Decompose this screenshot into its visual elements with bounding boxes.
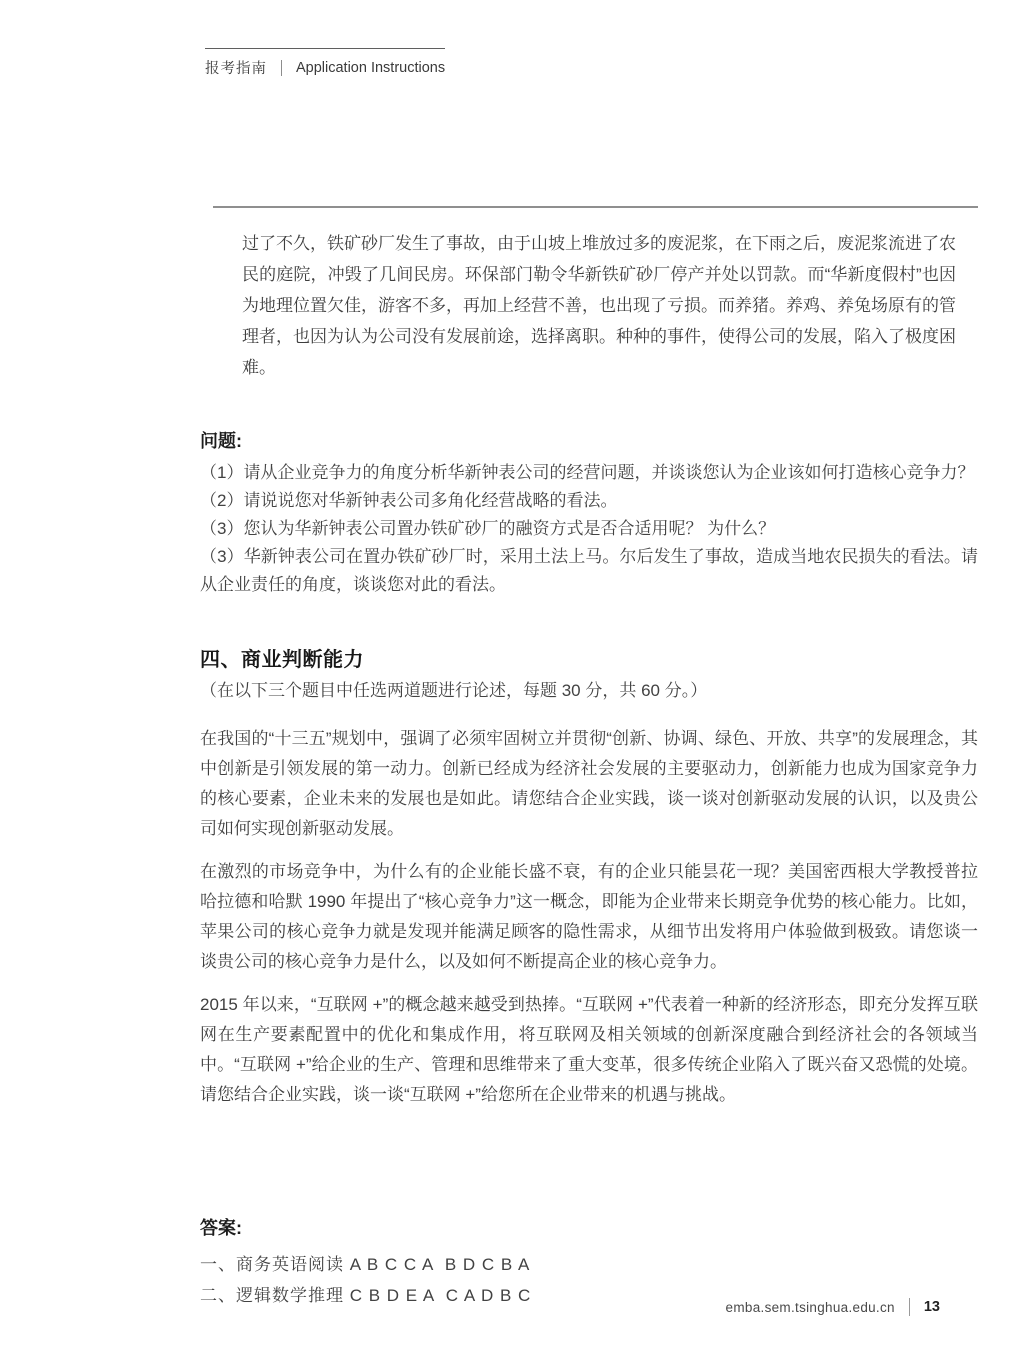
answer-item: 二、逻辑数学推理 C B D E A C A D B C: [200, 1286, 532, 1305]
page-header-tab: [205, 48, 445, 78]
header-title-cn: 报考指南: [205, 61, 267, 77]
questions-title: 问题:: [200, 431, 242, 451]
question-item: （1）请从企业竞争力的角度分析华新钟表公司的经营问题，并谈谈您认为企业该如何打造核心竞争力？: [200, 463, 975, 482]
body-paragraph: 在我国的“十三五”规划中，强调了必须牢固树立并贯彻“创新、协调、绿色、开放、共享”的发展理念，其中创新是引领发展的第一动力。创新已经成为经济社会发展的主要驱动力，创新能力也成为国家竞争力的核心要素，企业未来的发展也是如此。请您结合企业实践，谈一谈对创新驱动发展的认识，以及贵公司如何实现创新驱动发展。: [200, 729, 978, 838]
page-footer: [726, 1298, 940, 1316]
header-divider: [281, 60, 282, 76]
question-item: （3）华新钟表公司在置办铁矿砂厂时，采用土法上马。尔后发生了事故，造成当地农民损失的看法。请从企业责任的角度，谈谈您对此的看法。: [200, 547, 978, 594]
questions-list: [200, 459, 978, 599]
page-number: 13: [923, 1299, 940, 1315]
question-item: （2）请说说您对华新钟表公司多角化经营战略的看法。: [200, 491, 618, 510]
header-title-en: Application Instructions: [296, 59, 446, 76]
page-content: [200, 206, 978, 1311]
body-paragraph: 在激烈的市场竞争中，为什么有的企业能长盛不衰，有的企业只能昙花一现？美国密西根大学教授普拉哈拉德和哈默 1990 年提出了“核心竞争力”这一概念，即能为企业带来长期竞争优势的核心能力。比如，苹果公司的核心竞争力就是发现并能满足顾客的隐性需求，从细节出发将用户体验做到极致。请您谈一谈贵公司的核心竞争力是什么，以及如何不断提高企业的核心竞争力。: [200, 862, 978, 971]
body-paragraph: 2015 年以来，“互联网 +”的概念越来越受到热捧。“互联网 +”代表着一种新的经济形态，即充分发挥互联网在生产要素配置中的优化和集成作用，将互联网及相关领域的创新深度融合到经济社会的各领域当中。“互联网 +”给企业的生产、管理和思维带来了重大变革，很多传统企业陷入了既兴奋又恐慌的处境。请您结合企业实践，谈一谈“互联网 +”给您所在企业带来的机遇与挑战。: [200, 995, 978, 1104]
section-separator-rule: [213, 206, 978, 208]
answers-title: 答案:: [200, 1218, 242, 1238]
section-note: （在以下三个题目中任选两道题进行论述，每题 30 分，共 60 分。）: [200, 681, 708, 700]
answer-item: 一、商务英语阅读 A B C C A B D C B A: [200, 1255, 531, 1274]
answers-block: [200, 1214, 978, 1311]
question-item: （3）您认为华新钟表公司置办铁矿砂厂的融资方式是否合适用呢？ 为什么？: [200, 519, 776, 538]
intro-paragraph: 过了不久，铁矿砂厂发生了事故，由于山坡上堆放过多的废泥浆，在下雨之后，废泥浆流进了农民的庭院，冲毁了几间民房。环保部门勒令华新铁矿砂厂停产并处以罚款。而“华新度假村”也因为地理位置欠佳，游客不多，再加上经营不善，也出现了亏损。而养猪。养鸡、养兔场原有的管理者，也因为认为公司没有发展前途，选择离职。种种的事件，使得公司的发展，陷入了极度困难。: [242, 234, 956, 377]
footer-url: emba.sem.tsinghua.edu.cn: [725, 1299, 895, 1315]
section-title: 四、商业判断能力: [200, 649, 364, 671]
footer-divider: [909, 1298, 910, 1316]
